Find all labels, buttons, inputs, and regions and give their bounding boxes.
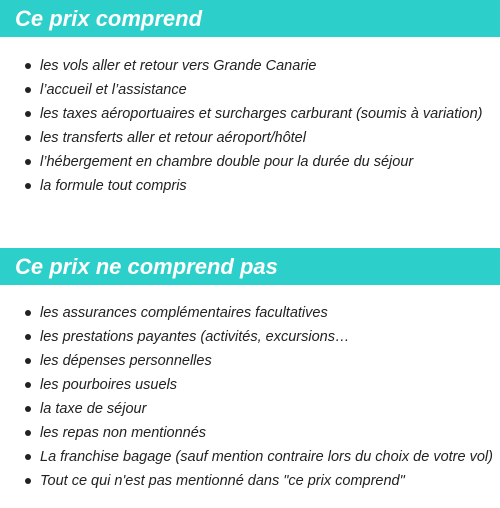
- price-excludes-heading: Ce prix ne comprend pas: [0, 248, 500, 285]
- list-item: [0, 397, 500, 421]
- list-item-text: les prestations payantes (activités, excursions…: [40, 329, 350, 345]
- bullet-icon: [25, 358, 31, 364]
- list-item-text: la formule tout compris: [40, 178, 187, 194]
- list-item: [0, 150, 500, 174]
- list-item-text: les assurances complémentaires facultatives: [40, 305, 328, 321]
- list-item: [0, 421, 500, 445]
- list-item-text: les taxes aéroportuaires et surcharges carburant (soumis à variation): [40, 106, 483, 122]
- list-item: [0, 469, 500, 493]
- list-item: [0, 349, 500, 373]
- bullet-icon: [25, 183, 31, 189]
- list-item-text: La franchise bagage (sauf mention contraire lors du choix de votre vol): [40, 449, 493, 465]
- list-item-text: la taxe de séjour: [40, 401, 147, 417]
- bullet-icon: [25, 454, 31, 460]
- bullet-icon: [25, 478, 31, 484]
- list-item: [0, 445, 500, 469]
- list-item-text: l’accueil et l’assistance: [40, 82, 187, 98]
- list-item-text: les transferts aller et retour aéroport/hôtel: [40, 130, 306, 146]
- list-item-text: Tout ce qui n'est pas mentionné dans "ce prix comprend": [40, 473, 405, 489]
- bullet-icon: [25, 430, 31, 436]
- list-item: [0, 102, 500, 126]
- list-item: [0, 301, 500, 325]
- bullet-icon: [25, 310, 31, 316]
- list-item: [0, 54, 500, 78]
- price-includes-heading: Ce prix comprend: [0, 0, 500, 37]
- price-includes-list: [0, 54, 500, 198]
- bullet-icon: [25, 334, 31, 340]
- list-item-text: les repas non mentionnés: [40, 425, 207, 441]
- list-item: [0, 373, 500, 397]
- list-item-text: l’hébergement en chambre double pour la durée du séjour: [40, 154, 414, 170]
- bullet-icon: [25, 135, 31, 141]
- bullet-icon: [25, 63, 31, 69]
- list-item: [0, 174, 500, 198]
- price-excludes-list: [0, 301, 500, 493]
- list-item: [0, 325, 500, 349]
- bullet-icon: [25, 159, 31, 165]
- list-item-text: les vols aller et retour vers Grande Canarie: [40, 58, 317, 74]
- list-item: [0, 126, 500, 150]
- list-item: [0, 78, 500, 102]
- bullet-icon: [25, 406, 31, 412]
- bullet-icon: [25, 382, 31, 388]
- list-item-text: les dépenses personnelles: [40, 353, 212, 369]
- list-item-text: les pourboires usuels: [40, 377, 178, 393]
- bullet-icon: [25, 111, 31, 117]
- bullet-icon: [25, 87, 31, 93]
